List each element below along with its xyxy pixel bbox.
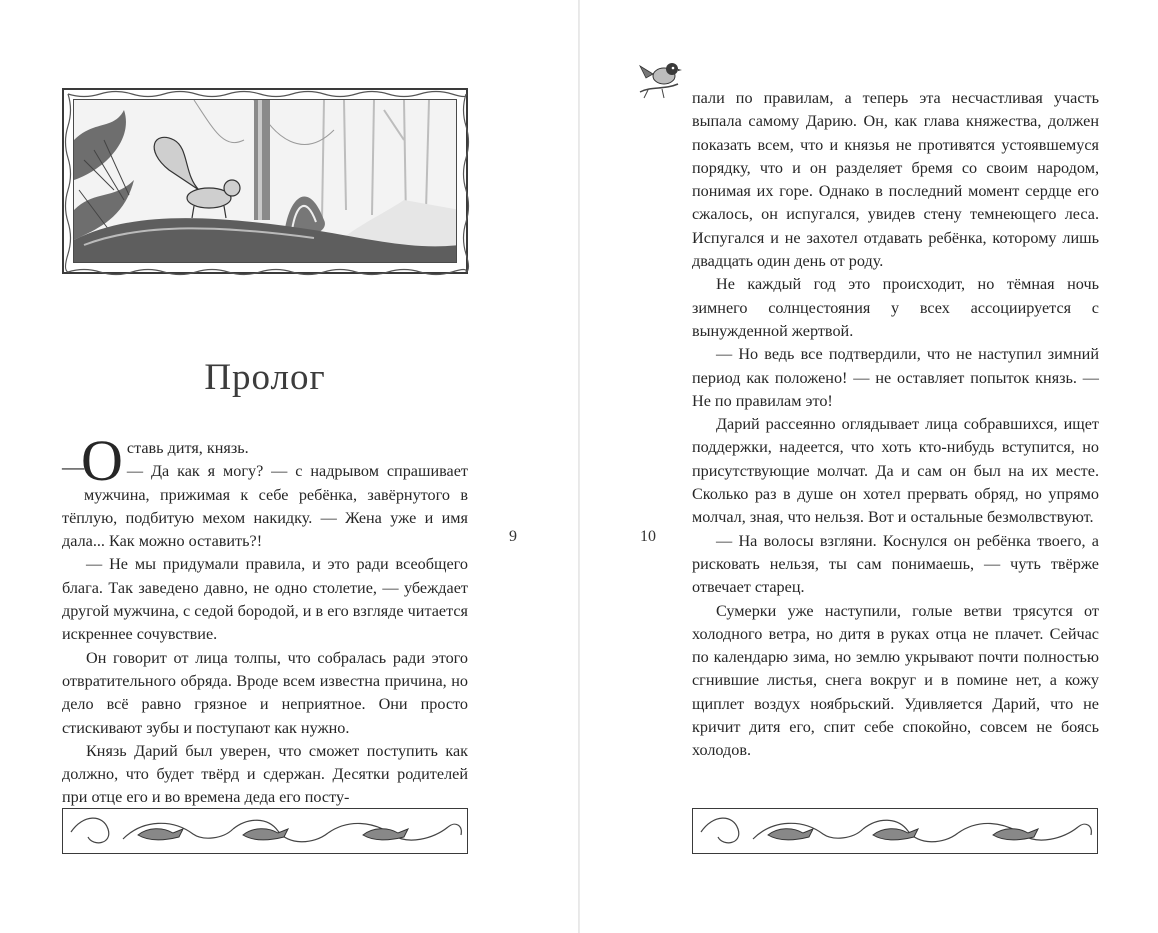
dropcap-dash: — [62,454,84,479]
page-number: 9 [509,528,517,545]
fox-vine-ornament-icon [693,809,1098,854]
paragraph: Дарий рассеянно оглядывает лица собравшихся, ищет поддержки, надеется, что хоть кто-нибудь вступится, но присутствующие молчат. Да и сам он был на их месте. Сколько раз в душе он хотел прервать обряд, но упрямо молчал, зная, что нельзя. Вот и остальные безмолвствуют. [692,415,1099,527]
opening-line [62,428,468,493]
squirrel-forest-illustration [73,99,457,263]
paragraph: — На волосы взгляни. Коснулся он ребёнка твоего, а рисковать нельзя, ты сам понимаешь, — чуть твёрже отвечает старец. [692,531,1099,597]
left-page-text [62,428,468,810]
paragraph: Князь Дарий был уверен, что сможет поступить как должно, что будет твёрд и сдержан. Десятки родителей при отце его и во времена деда его посту- [62,741,468,807]
paragraph: пали по правилам, а теперь эта несчастливая участь выпала самому Дарию. Он, как глава княжества, должен показать всем, что и князья не противятся устоявшемуся порядку, что и он разделяет бремя со своим народом, понимая их горе. Однако в последний момент сердце его сжалось, он испугался, увидев стену темнеющего леса. Испугался и не захотел отдавать ребёнка, которому лишь двадцать один день от роду. [692,89,1099,271]
paragraph: — Не мы придумали правила, и это ради всеобщего блага. Так заведено давно, не одно столетие, — убеждает другой мужчина, с седой бородой, и в его взгляде читается искреннее сочувствие. [62,555,468,644]
paragraph: Он говорит от лица толпы, что собралась ради этого отвратительного обряда. Вроде всем известна причина, но дело всё равно грязное и неприятное. Они просто стискивают зубы и поступают как нужно. [62,648,468,737]
paragraph: Сумерки уже наступили, голые ветви трясутся от холодного ветра, но дитя в руках отца не плачет. Сейчас по календарю зима, но землю укрывают почти полностью сгнившие листья, снега вокруг и в помине нет, а кожу щиплет воздух ноябрьский. Удивляется Дарий, что не кричит дитя его, спит себе спокойно, совсем не боясь холодов. [692,601,1099,760]
paragraph: — Да как я могу? — с надрывом спрашивает мужчина, прижимая к себе ребёнка, завёрнутого в тёплую, подбитую мехом накидку. — Жена уже и имя дала... Как можно оставить?! [62,462,468,551]
dropcap-letter: О [81,428,123,493]
right-page-text [692,87,1099,763]
left-page [0,0,578,933]
opening-text: ставь дитя, князь. [126,439,249,457]
footer-ornament [692,808,1098,854]
paragraph: Не каждый год это происходит, но тёмная ночь зимнего солнцестояния у всех ассоциируется с вынужденной жертвой. [692,275,1099,340]
chapter-title: Пролог [204,357,326,398]
fox-vine-ornament-icon [63,809,468,854]
paragraph: — Но ведь все подтвердили, что не наступил зимний период как положено! — не оставляет попыток князь. — Не по правилам это! [692,345,1099,410]
bird-on-branch-icon [638,56,684,102]
header-illustration-frame [62,88,468,274]
footer-ornament [62,808,468,854]
page-number: 10 [640,528,656,545]
